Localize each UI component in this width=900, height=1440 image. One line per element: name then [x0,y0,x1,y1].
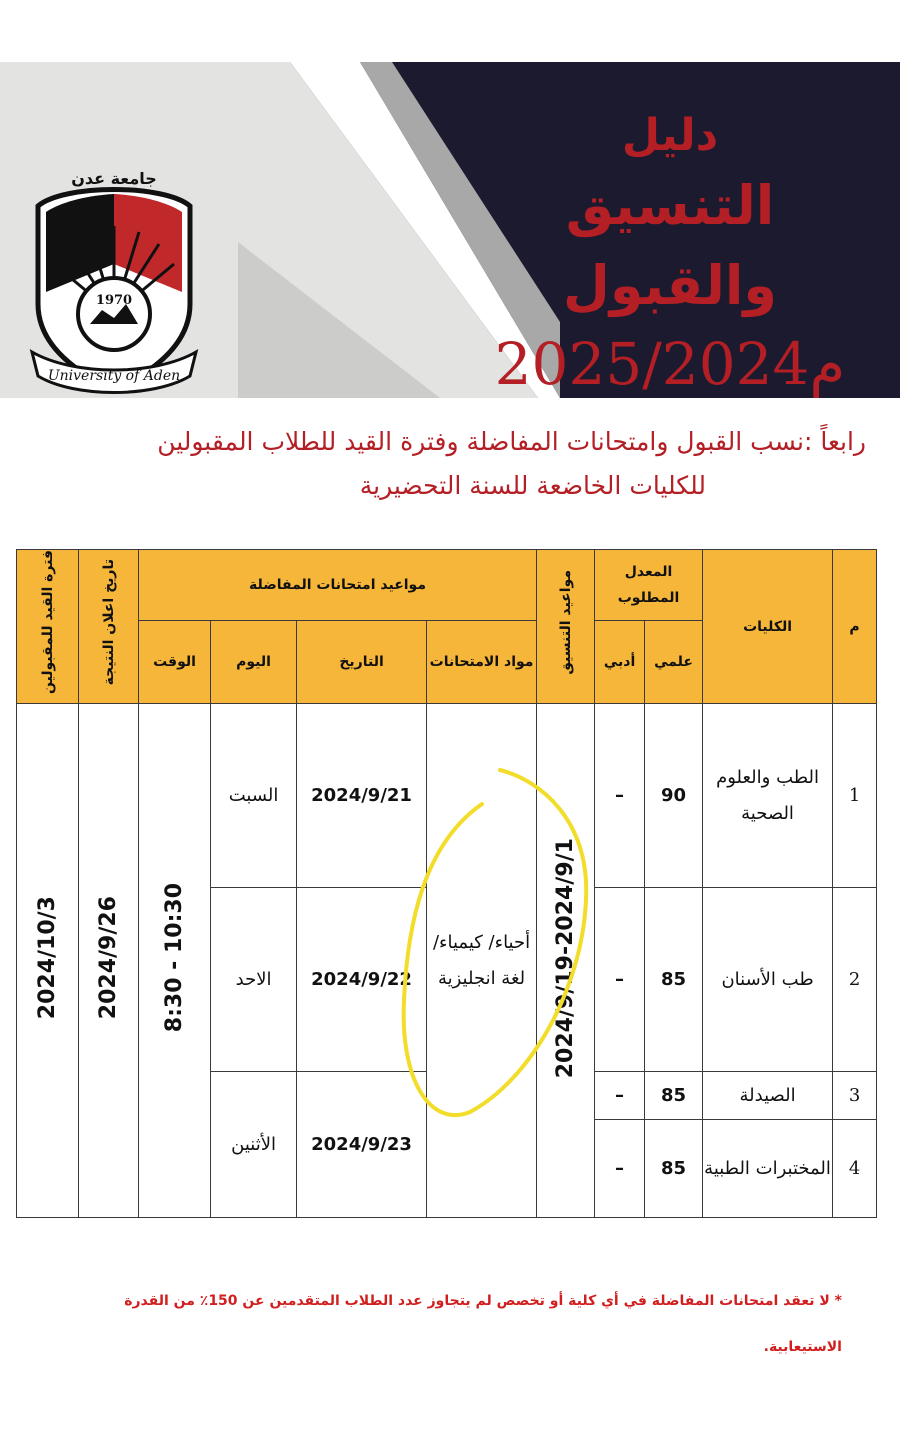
title-line3: 2025/2024م [494,330,846,398]
row-literary: – [595,888,645,1072]
header-scientific: علمي [645,620,703,703]
exam-date-cell: 2024/9/22 [297,888,427,1072]
exam-date-cell: 2024/9/23 [297,1072,427,1218]
title-line1: دليل [621,110,719,161]
row-literary: – [595,1072,645,1120]
header-date: التاريخ [297,620,427,703]
row-index: 3 [833,1072,877,1120]
row-scientific: 90 [645,704,703,888]
header-time: الوقت [139,620,211,703]
row-index: 4 [833,1120,877,1218]
exam-day-cell: الأثنين [211,1072,297,1218]
coordination-dates-cell: 2024/9/19-2024/9/1 [537,704,595,1218]
header-registration-period: فترة القيد للمقبولين [17,550,79,704]
header-faculties: الكليات [703,550,833,704]
table-row [17,704,877,888]
row-scientific: 85 [645,1120,703,1218]
row-literary: – [595,704,645,888]
exam-time-cell: 10:30 - 8:30 [139,704,211,1218]
exam-day-cell: السبت [211,704,297,888]
header-index: م [833,550,877,704]
emblem-arabic-name: جامعة عدن [71,169,157,188]
exam-day-cell: الاحد [211,888,297,1072]
banner [0,62,900,398]
heading-line2: للكليات الخاضعة للسنة التحضيرية [359,471,706,500]
university-emblem-icon [24,114,204,398]
exam-date-cell: 2024/9/21 [297,704,427,888]
footnote: * لا تعقد امتحانات المفاضلة في أي كلية أو تخصص لم يتجاوز عدد الطلاب المتقدمين عن 150٪ من القدرة الاستيعابية. [124,1293,842,1355]
row-scientific: 85 [645,1072,703,1120]
header-exam-schedule: مواعيد امتحانات المفاضلة [139,550,537,621]
row-literary: – [595,1120,645,1218]
header-required-average: المعدل المطلوب [595,550,703,621]
row-faculty: الصيدلة [703,1072,833,1120]
row-faculty: المختبرات الطبية [703,1120,833,1218]
heading-line1: رابعاً :نسب القبول وامتحانات المفاضلة وفترة القيد للطلاب المقبولين [157,427,866,456]
title-line2: التنسيق والقبول [563,174,777,317]
row-index: 2 [833,888,877,1072]
admission-table [16,549,877,1218]
row-faculty: طب الأسنان [703,888,833,1072]
exam-subjects-cell: أحياء/ كيمياء/ لغة انجليزية [427,704,537,1218]
emblem-year: 1970 [95,293,133,308]
registration-period-cell: 2024/10/3 [17,704,79,1218]
header-literary: أدبي [595,620,645,703]
header-coordination-dates: مواعيد التنسيق [537,550,595,704]
header-exam-subjects: مواد الامتحانات [427,620,537,703]
row-index: 1 [833,704,877,888]
result-date-cell: 2024/9/26 [79,704,139,1218]
header-day: اليوم [211,620,297,703]
banner-title [470,106,870,398]
section-heading [26,420,866,508]
emblem-english-name: University of Aden [47,368,181,384]
row-scientific: 85 [645,888,703,1072]
header-result-date: تاريخ اعلان النتيجة [79,550,139,704]
row-faculty: الطب والعلوم الصحية [703,704,833,888]
